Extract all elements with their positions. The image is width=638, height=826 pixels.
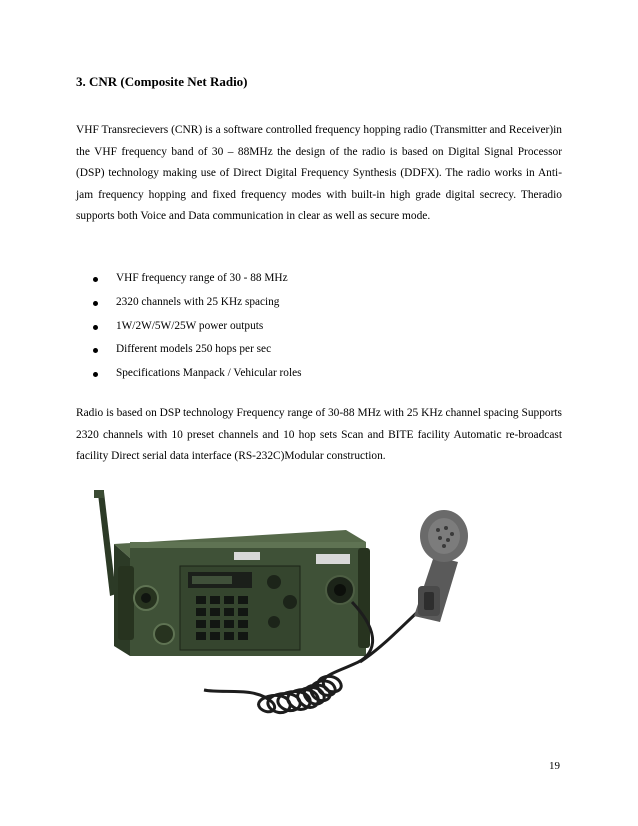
bullet-icon	[93, 301, 98, 306]
list-item: Different models 250 hops per sec	[90, 343, 302, 367]
control-knob	[283, 595, 297, 609]
intro-paragraph: VHF Transrecievers (CNR) is a software controlled frequency hopping radio (Transmitter and Receiver)in the VHF frequency band of 30 – 88MHz the design of the radio is based on Digital Signal Processor (DSP) technology making use of Direct Digital Frequency Synthesis (DDFX). The radio works in Anti-jam frequency hopping and fixed frequency modes with built-in high grade digital secrecy. Theradio supports both Voice and Data communication in clear as well as secure mode.	[76, 124, 562, 222]
connector-knob	[154, 624, 174, 644]
bullet-icon	[93, 348, 98, 353]
list-item: 2320 channels with 25 KHz spacing	[90, 296, 302, 320]
bullet-icon	[93, 277, 98, 282]
list-item: VHF frequency range of 30 - 88 MHz	[90, 272, 302, 296]
bullet-icon	[93, 372, 98, 377]
label-plate	[316, 554, 350, 564]
page-number: 19	[549, 760, 560, 772]
feature-list	[90, 272, 302, 391]
list-item: Specifications Manpack / Vehicular roles	[90, 367, 302, 391]
control-knob	[267, 575, 281, 589]
antenna	[98, 492, 116, 596]
control-knob	[268, 616, 280, 628]
handset	[414, 510, 468, 622]
details-paragraph: Radio is based on DSP technology Frequency range of 30-88 MHz with 25 KHz channel spacing Supports 2320 channels with 10 preset channels and 10 hop sets Scan and BITE facility Automatic re-broadcast facility Direct serial data interface (RS-232C)Modular construction.	[76, 407, 562, 462]
radio-photo	[84, 486, 474, 716]
label-plate	[234, 552, 260, 560]
list-item: 1W/2W/5W/25W power outputs	[90, 320, 302, 344]
section-heading: 3. CNR (Composite Net Radio)	[76, 74, 248, 89]
bullet-icon	[93, 325, 98, 330]
